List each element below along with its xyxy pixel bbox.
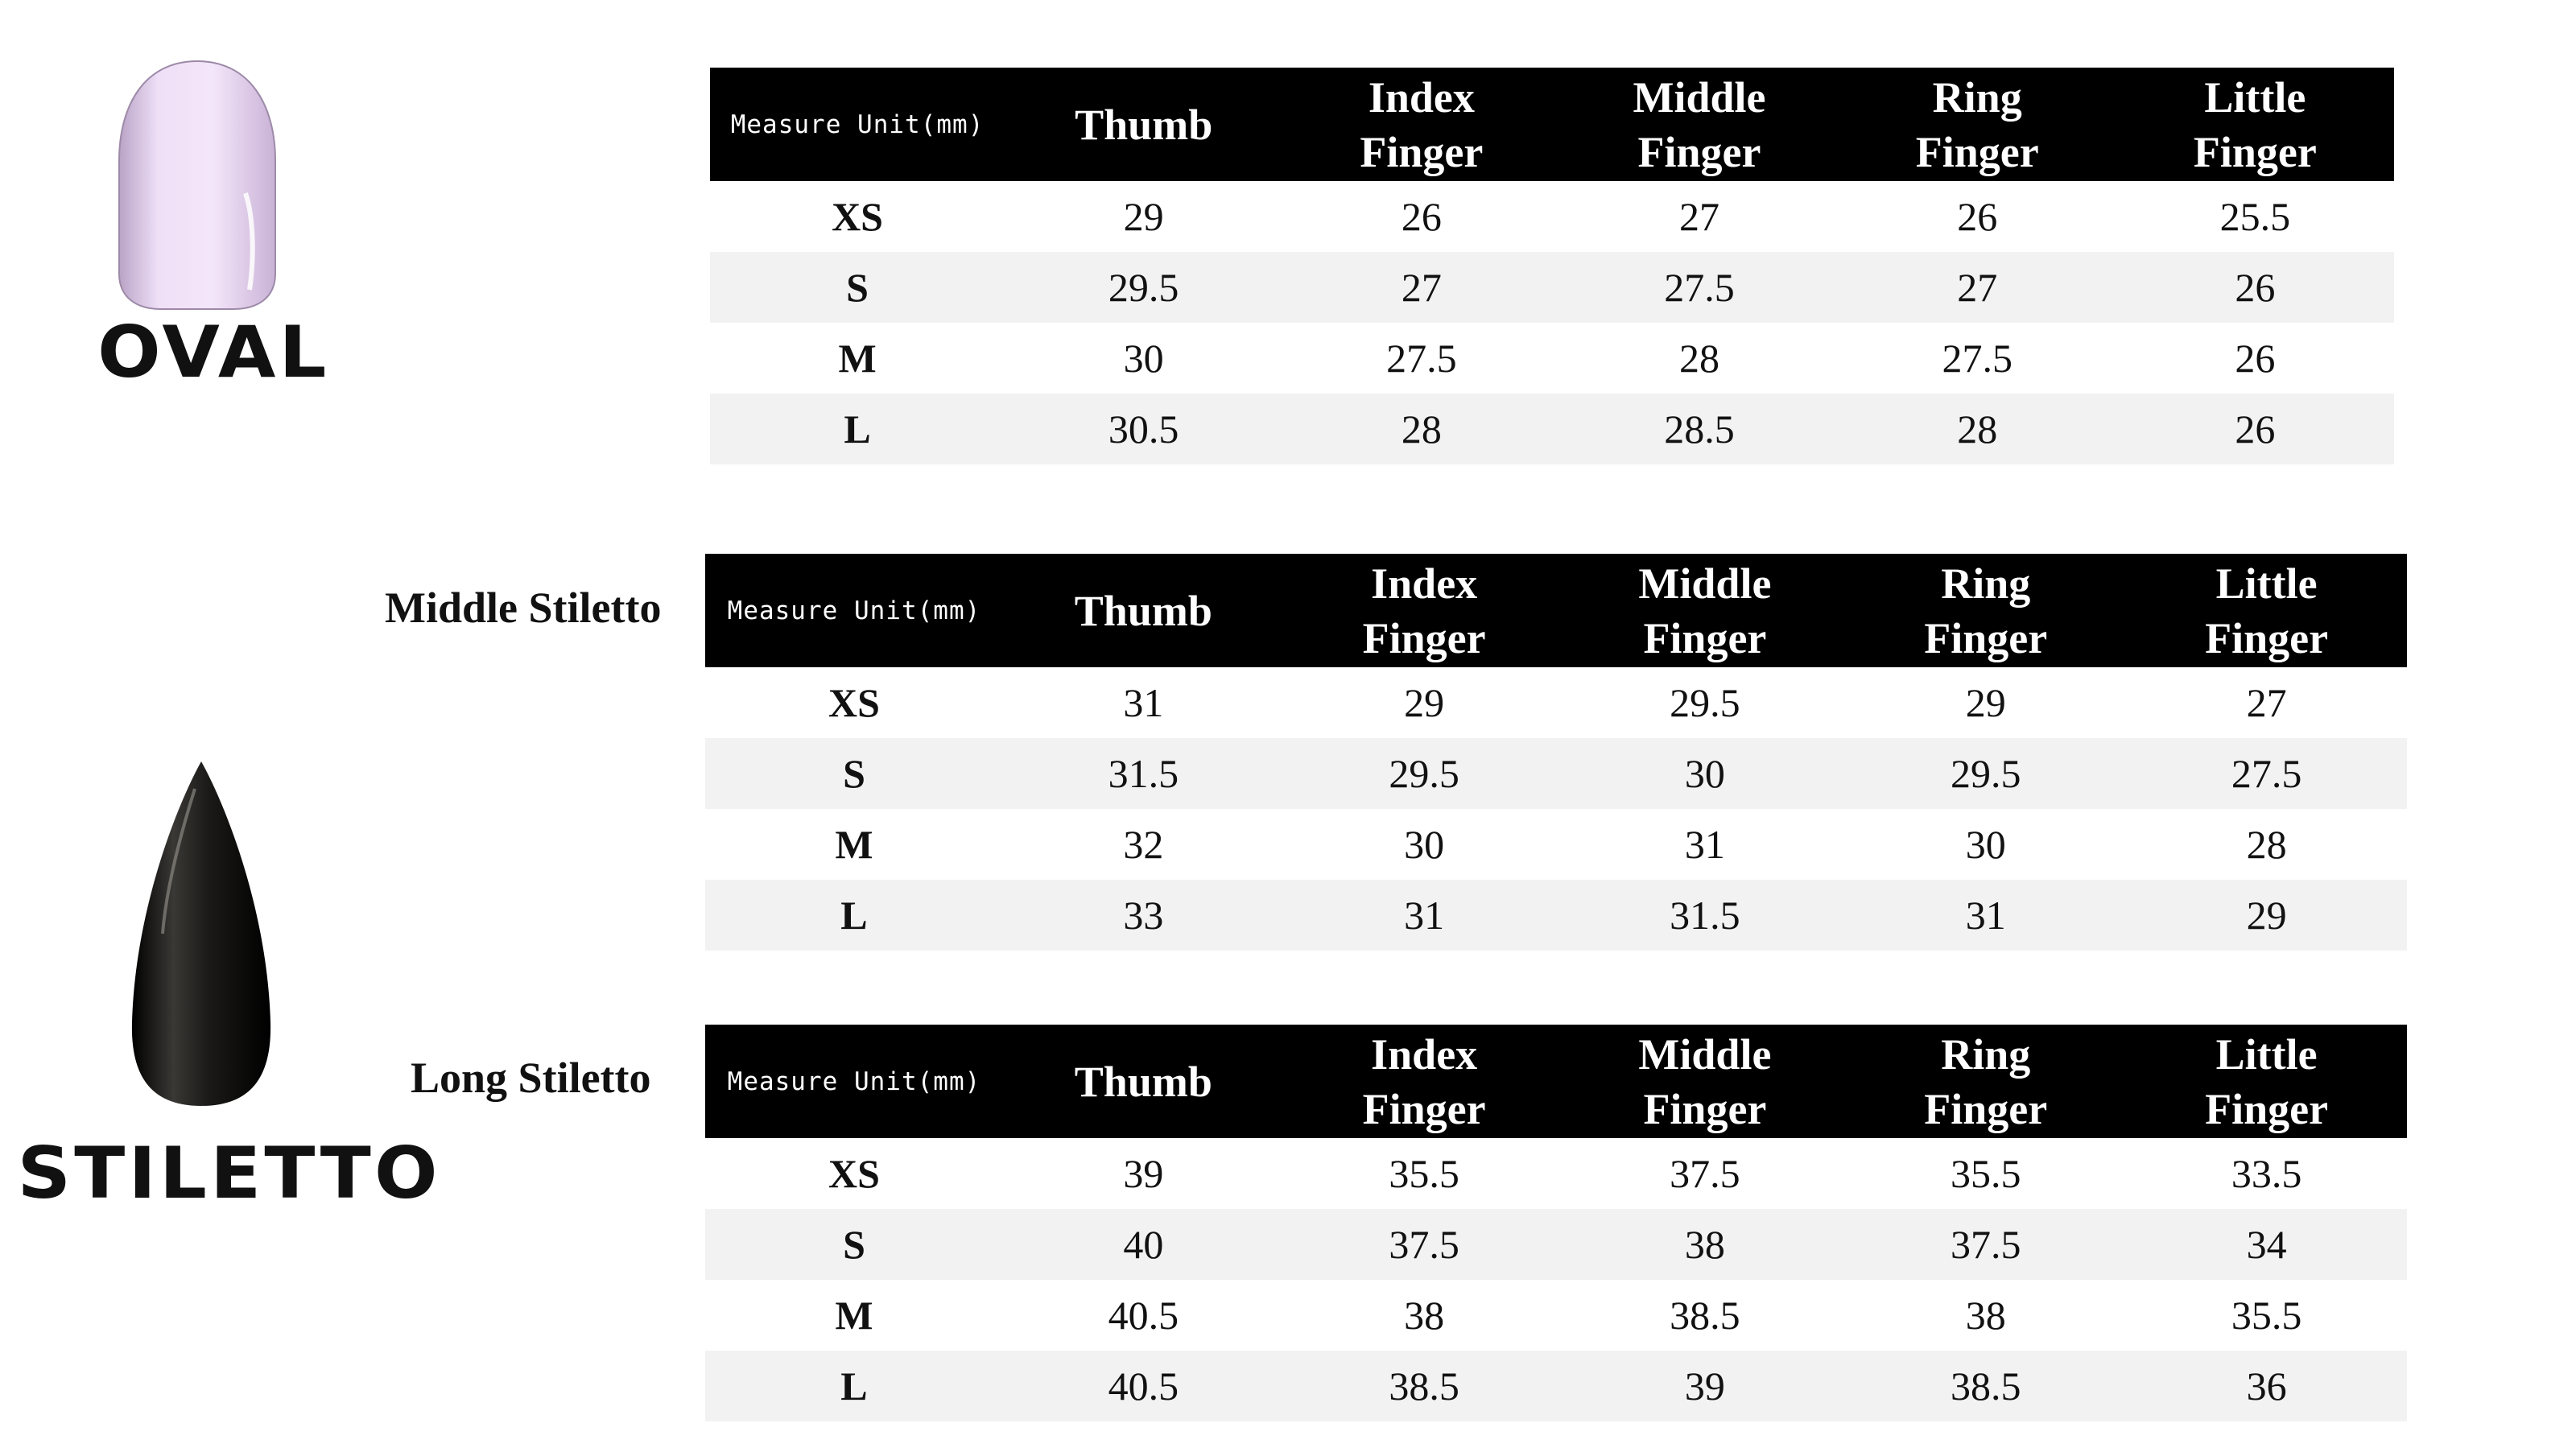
ring-cell: 30	[1965, 822, 2006, 867]
size-cell: S	[843, 751, 865, 796]
middle-cell: 27.5	[1664, 265, 1735, 310]
little-cell: 27.5	[2231, 751, 2302, 796]
middle-finger-header: Middle Finger	[1638, 559, 1772, 662]
middle-stiletto-label: Middle Stiletto	[385, 584, 662, 632]
size-cell: L	[844, 406, 871, 452]
thumb-cell: 31.5	[1108, 751, 1179, 796]
middle-cell: 31	[1684, 822, 1725, 867]
thumb-cell: 29.5	[1108, 265, 1179, 310]
middle-stiletto-size-table	[705, 554, 2407, 951]
table-row	[710, 181, 2394, 252]
index-cell: 38	[1404, 1293, 1445, 1338]
thumb-header: Thumb	[1074, 586, 1212, 635]
middle-cell: 38.5	[1670, 1293, 1740, 1338]
ring-cell: 29.5	[1950, 751, 2021, 796]
thumb-cell: 40	[1123, 1222, 1164, 1267]
size-cell: M	[835, 1293, 873, 1338]
thumb-cell: 39	[1123, 1151, 1164, 1196]
size-cell: S	[846, 265, 869, 310]
ring-cell: 37.5	[1950, 1222, 2021, 1267]
index-cell: 38.5	[1389, 1363, 1459, 1409]
stiletto-shape-title: STILETTO	[17, 1132, 441, 1215]
oval-shape-title: OVAL	[97, 311, 330, 394]
table-row	[710, 323, 2394, 394]
index-cell: 29.5	[1389, 751, 1459, 796]
index-cell: 29	[1404, 680, 1445, 725]
middle-cell: 31.5	[1670, 893, 1740, 938]
table-row	[710, 394, 2394, 464]
middle-cell: 37.5	[1670, 1151, 1740, 1196]
table-row	[705, 1351, 2407, 1421]
size-cell: M	[838, 336, 877, 381]
middle-finger-header: Middle Finger	[1638, 1029, 1772, 1133]
index-finger-header: Index Finger	[1362, 559, 1486, 662]
long-stiletto-size-table	[705, 1025, 2407, 1421]
little-finger-header: Little Finger	[2205, 1029, 2329, 1133]
long-stiletto-label: Long Stiletto	[411, 1054, 651, 1102]
thumb-cell: 30	[1123, 336, 1164, 381]
size-cell: XS	[832, 194, 883, 239]
ring-finger-header: Ring Finger	[1915, 72, 2039, 176]
little-finger-header: Little Finger	[2193, 72, 2317, 176]
little-cell: 29	[2246, 893, 2287, 938]
table-row	[705, 1209, 2407, 1280]
ring-cell: 38	[1965, 1293, 2006, 1338]
thumb-cell: 30.5	[1108, 406, 1179, 452]
thumb-cell: 40.5	[1108, 1363, 1179, 1409]
measure-unit-header: Measure Unit(mm)	[730, 109, 985, 139]
size-cell: XS	[828, 680, 880, 725]
index-cell: 27.5	[1386, 336, 1457, 381]
ring-cell: 28	[1957, 406, 1998, 452]
size-cell: XS	[828, 1151, 880, 1196]
oval-size-table	[710, 68, 2394, 464]
index-finger-header: Index Finger	[1362, 1029, 1486, 1133]
index-cell: 30	[1404, 822, 1445, 867]
thumb-cell: 32	[1123, 822, 1164, 867]
little-cell: 26	[2235, 336, 2276, 381]
table-row	[705, 1280, 2407, 1351]
little-finger-header: Little Finger	[2205, 559, 2329, 662]
table-row	[705, 809, 2407, 880]
middle-finger-header: Middle Finger	[1633, 72, 1766, 176]
index-finger-header: Index Finger	[1360, 72, 1484, 176]
table-row	[705, 738, 2407, 809]
middle-cell: 39	[1684, 1363, 1725, 1409]
little-cell: 34	[2246, 1222, 2287, 1267]
index-cell: 28	[1401, 406, 1442, 452]
thumb-header: Thumb	[1075, 100, 1213, 149]
table-row	[705, 880, 2407, 951]
table-header-row	[705, 554, 2407, 667]
ring-finger-header: Ring Finger	[1924, 559, 2048, 662]
ring-cell: 35.5	[1950, 1151, 2021, 1196]
table-header-row	[710, 68, 2394, 181]
thumb-cell: 29	[1123, 194, 1164, 239]
middle-cell: 29.5	[1670, 680, 1740, 725]
middle-cell: 30	[1684, 751, 1725, 796]
thumb-header: Thumb	[1074, 1057, 1212, 1106]
index-cell: 37.5	[1389, 1222, 1459, 1267]
little-cell: 26	[2235, 265, 2276, 310]
measure-unit-header: Measure Unit(mm)	[727, 1066, 981, 1096]
thumb-cell: 40.5	[1108, 1293, 1179, 1338]
table-header-row	[705, 1025, 2407, 1138]
size-cell: L	[840, 893, 868, 938]
index-cell: 26	[1401, 194, 1442, 239]
table-row	[710, 252, 2394, 323]
little-cell: 25.5	[2219, 194, 2291, 239]
index-cell: 31	[1404, 893, 1445, 938]
ring-cell: 31	[1965, 893, 2006, 938]
oval-nail-icon	[113, 56, 282, 314]
little-cell: 28	[2246, 822, 2287, 867]
middle-cell: 38	[1684, 1222, 1725, 1267]
middle-cell: 27	[1679, 194, 1720, 239]
index-cell: 35.5	[1389, 1151, 1459, 1196]
ring-finger-header: Ring Finger	[1924, 1029, 2048, 1133]
table-row	[705, 667, 2407, 738]
little-cell: 36	[2246, 1363, 2287, 1409]
stiletto-nail-icon	[121, 757, 282, 1111]
size-cell: M	[835, 822, 873, 867]
little-cell: 35.5	[2231, 1293, 2302, 1338]
thumb-cell: 31	[1123, 680, 1164, 725]
ring-cell: 29	[1965, 680, 2006, 725]
ring-cell: 38.5	[1950, 1363, 2021, 1409]
size-cell: S	[843, 1222, 865, 1267]
ring-cell: 27	[1957, 265, 1998, 310]
little-cell: 33.5	[2231, 1151, 2302, 1196]
ring-cell: 26	[1957, 194, 1998, 239]
table-row	[705, 1138, 2407, 1209]
thumb-cell: 33	[1123, 893, 1164, 938]
measure-unit-header: Measure Unit(mm)	[727, 596, 981, 625]
middle-cell: 28	[1679, 336, 1720, 381]
little-cell: 26	[2235, 406, 2276, 452]
index-cell: 27	[1401, 265, 1442, 310]
ring-cell: 27.5	[1942, 336, 2013, 381]
middle-cell: 28.5	[1664, 406, 1735, 452]
size-cell: L	[840, 1363, 868, 1409]
little-cell: 27	[2246, 680, 2287, 725]
